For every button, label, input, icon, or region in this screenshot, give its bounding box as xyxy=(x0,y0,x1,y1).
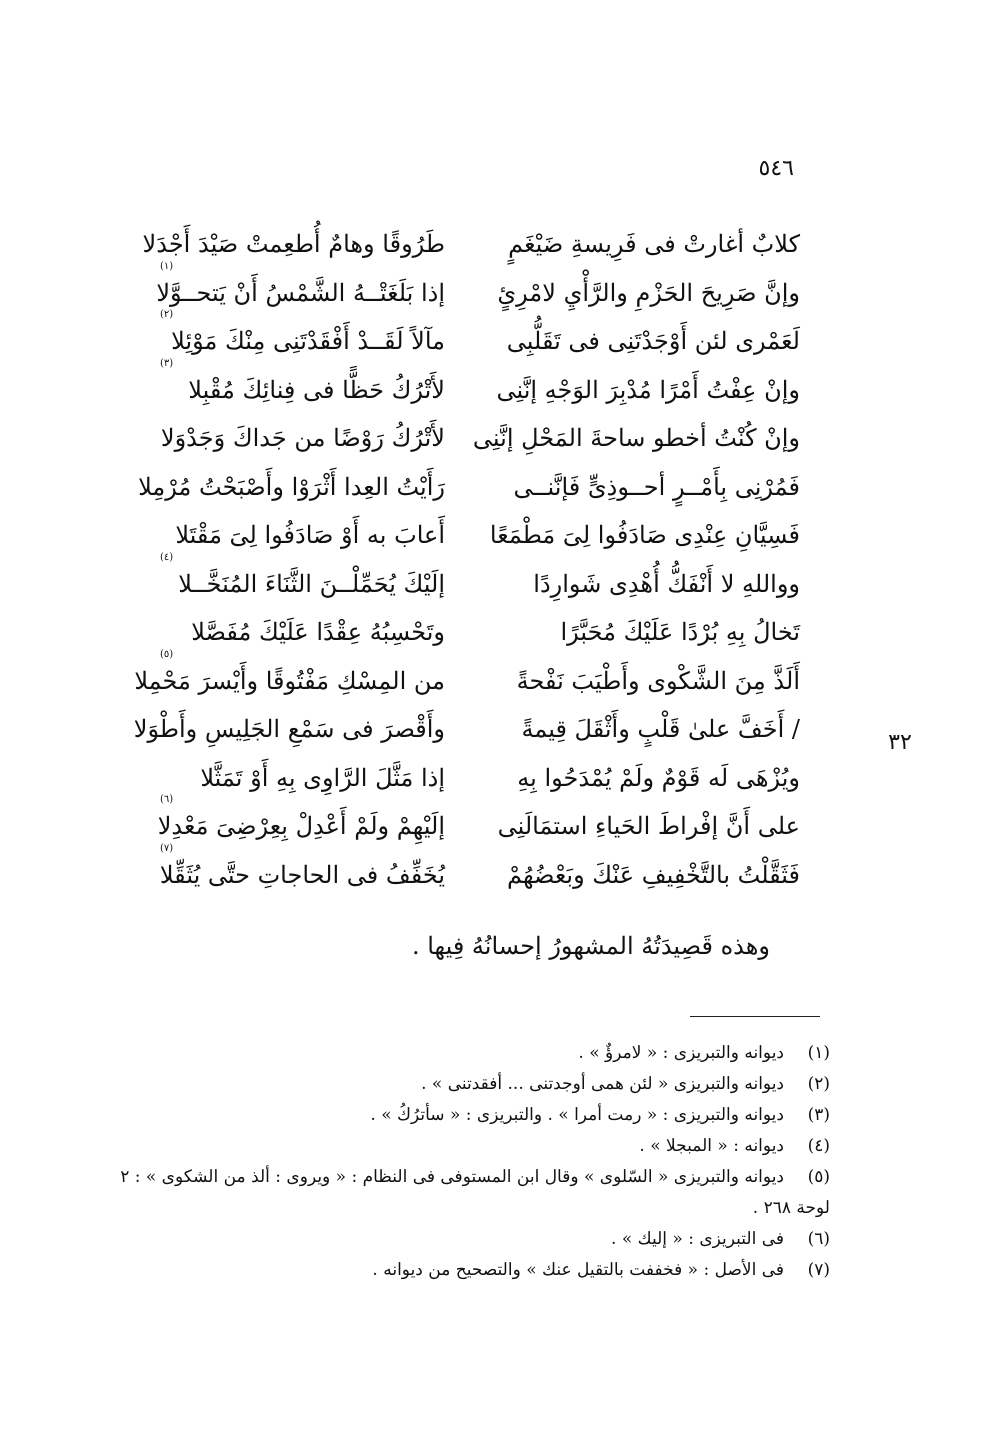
footnote-text: فى الأصل : « فخففت بالتقيل عنك » والتصحيح من ديوانه . xyxy=(372,1260,784,1280)
verse xyxy=(150,260,800,320)
closing-line: وهذه قَصِيدَتُهُ المشهورُ إحسانُهُ فِيها . xyxy=(411,932,770,960)
footnote-mark: (٢) xyxy=(160,309,174,320)
footnote-text: ديوانه والتبريزى « لئن همى أوجدتنى ... أفقدتنى » . xyxy=(421,1074,784,1094)
verse xyxy=(150,610,800,659)
hemistich-first: لَعَمْرى لئن أَوْجَدْتَنِى فى تَقَلُّبِى xyxy=(506,327,800,355)
footnote xyxy=(110,1257,830,1288)
footnote-text: ديوانه والتبريزى : « لامرؤٌ » . xyxy=(578,1043,784,1063)
hemistich-first: كلابٌ أغارتْ فى فَرِيسةِ ضَيْغَمٍ xyxy=(508,230,800,258)
hemistich-second: وأَقْصرَ فى سَمْعِ الجَلِيسِ وأَطْوَلا xyxy=(133,715,445,743)
footnote-mark: (٧) xyxy=(160,842,174,854)
verse xyxy=(142,222,800,271)
verse xyxy=(150,756,800,805)
verse xyxy=(150,842,800,902)
margin-note: ٣٢ xyxy=(888,730,912,755)
hemistich-second: يُخَفِّفُ فى الحاجاتِ حتَّى يُثَقِّلا xyxy=(159,860,445,889)
hemistich-first: أَلَذَّ مِنَ الشَّكْوى وأَطْيَبَ نَفْحةً xyxy=(516,666,800,695)
hemistich-second: إذا بَلَغَتْــهُ الشَّمْسُ أَنْ يَتحــوَّلا xyxy=(156,278,445,307)
footnote xyxy=(110,1040,830,1071)
verse xyxy=(150,513,800,562)
verse xyxy=(134,648,800,708)
poem xyxy=(133,222,800,901)
footnote-text: ديوانه : « المبجلا » . xyxy=(639,1136,784,1156)
footnote-number: (٧) xyxy=(807,1260,830,1280)
hemistich-first: ويُزْهَى لَه قَوْمٌ ولَمْ يُمْدَحُوا بِهِ xyxy=(517,763,800,792)
footnote-text: ديوانه والتبريزى : « رمت أمرا » . والتبريزى : « سأترُكُ » . xyxy=(370,1105,784,1125)
footnote-number: (٤) xyxy=(807,1136,830,1156)
footnote xyxy=(110,1102,830,1133)
hemistich-first: وواللهِ لا أَنْفَكُّ أُهْدِى شَوارِدًا xyxy=(533,569,800,598)
footnote-mark: (١) xyxy=(160,260,174,272)
footnote-text: فى التبريزى : « إليك » . xyxy=(611,1229,784,1249)
footnote-mark: (٦) xyxy=(160,794,174,805)
verse xyxy=(150,309,800,368)
footnote xyxy=(110,1071,830,1102)
footnote-mark: (٤) xyxy=(160,551,174,563)
hemistich-first: وإنْ كُنْتُ أخطو ساحةَ المَحْلِ إنَّنِى xyxy=(472,424,800,452)
hemistich-second: طَرُوقًا وهامٌ أُطعِمتْ صَيْدَ أَجْدَلا xyxy=(142,230,445,258)
hemistich-first: تَخالُ بِهِ بُرْدًا عَلَيْكَ مُحَبَّرًا xyxy=(560,618,800,646)
verse xyxy=(150,551,800,611)
hemistich-first: فَثَقَّلْتُ بالتَّخْفِيفِ عَنْكَ وبَعْضُهُمْ xyxy=(506,860,800,889)
footnote-text: ديوانه والتبريزى « السّلوى » وقال ابن المستوفى فى النظام : « ويروى : ألذ من الشكوى » : ٢ xyxy=(120,1167,784,1187)
hemistich-second: إلَيْهِمْ ولَمْ أَعْدِلْ بِعِرْضِىَ مَعْدِلا xyxy=(157,812,445,840)
footnote-number: (٥) xyxy=(807,1167,830,1187)
hemistich-second: إذا مَثَّلَ الرَّاوِى بِهِ أَوْ تَمَثَّلا xyxy=(200,763,445,792)
hemistich-first: فَسِيَّانِ عِنْدِى صَادَفُوا لِىَ مَطْمَعًا xyxy=(489,521,800,549)
footnote-number: (١) xyxy=(807,1043,830,1063)
verse xyxy=(150,794,800,853)
footnote xyxy=(110,1164,830,1195)
hemistich-first: فَمُرْنِى بِأَمْــرٍ أحــوذِىٍّ فَإنَّنــى xyxy=(513,472,800,501)
hemistich-first: / أَخَفَّ علىٰ قَلْبٍ وأَثْقَلَ قِيمةً xyxy=(521,715,800,743)
hemistich-second: رَأَيْتُ العِدا أَثْرَوْا وأَصْبَحْتُ مُرْمِلا xyxy=(138,472,445,501)
hemistich-second: من المِسْكِ مَفْتُوقًا وأَيْسرَ مَحْمِلا xyxy=(134,666,445,695)
footnote xyxy=(110,1226,830,1257)
verse xyxy=(150,357,800,417)
footnote-number: (٦) xyxy=(807,1229,830,1249)
footnote xyxy=(110,1133,830,1164)
hemistich-second: مآلاً لَقَــدْ أَفْقَدْتَنِى مِنْكَ مَوْئِلا xyxy=(171,327,445,355)
verse xyxy=(138,465,800,514)
footnotes xyxy=(110,1040,830,1288)
footnote-divider xyxy=(690,1016,820,1017)
footnote-continuation: لوحة ٢٦٨ . xyxy=(752,1198,830,1218)
verse xyxy=(133,707,800,756)
hemistich-second: أَعابَ به أَوْ صَادَفُوا لِىَ مَقْتَلا xyxy=(175,521,445,549)
footnote-mark: (٣) xyxy=(160,357,174,369)
hemistich-second: إلَيْكَ يُحَمِّلْــنَ الثَّنَاءَ المُنَخَّــلا xyxy=(178,569,445,598)
footnote-number: (٣) xyxy=(807,1105,830,1125)
page-number: ٥٤٦ xyxy=(758,156,794,181)
footnote-number: (٢) xyxy=(807,1074,830,1094)
hemistich-second: لأَتْرُكُ رَوْضًا من جَداكَ وَجَدْوَلا xyxy=(160,424,445,452)
hemistich-second: وتَحْسِبُهُ عِقْدًا عَلَيْكَ مُفَصَّلا xyxy=(191,618,445,646)
footnote-mark: (٥) xyxy=(160,648,174,660)
hemistich-first: على أَنَّ إفْراطَ الحَياءِ استمَالَنِى xyxy=(497,812,800,840)
verse xyxy=(150,416,800,465)
hemistich-first: وإنْ عِفْتُ أَمْرًا مُدْبِرَ الوَجْهِ إنَّنِى xyxy=(496,375,800,404)
hemistich-second: لأَتْرُكُ حَظًّا فى فِنائِكَ مُقْبِلا xyxy=(188,375,445,404)
hemistich-first: وإنَّ صَرِيحَ الحَزْمِ والرَّأْيِ لامْرِئٍ xyxy=(497,278,800,307)
